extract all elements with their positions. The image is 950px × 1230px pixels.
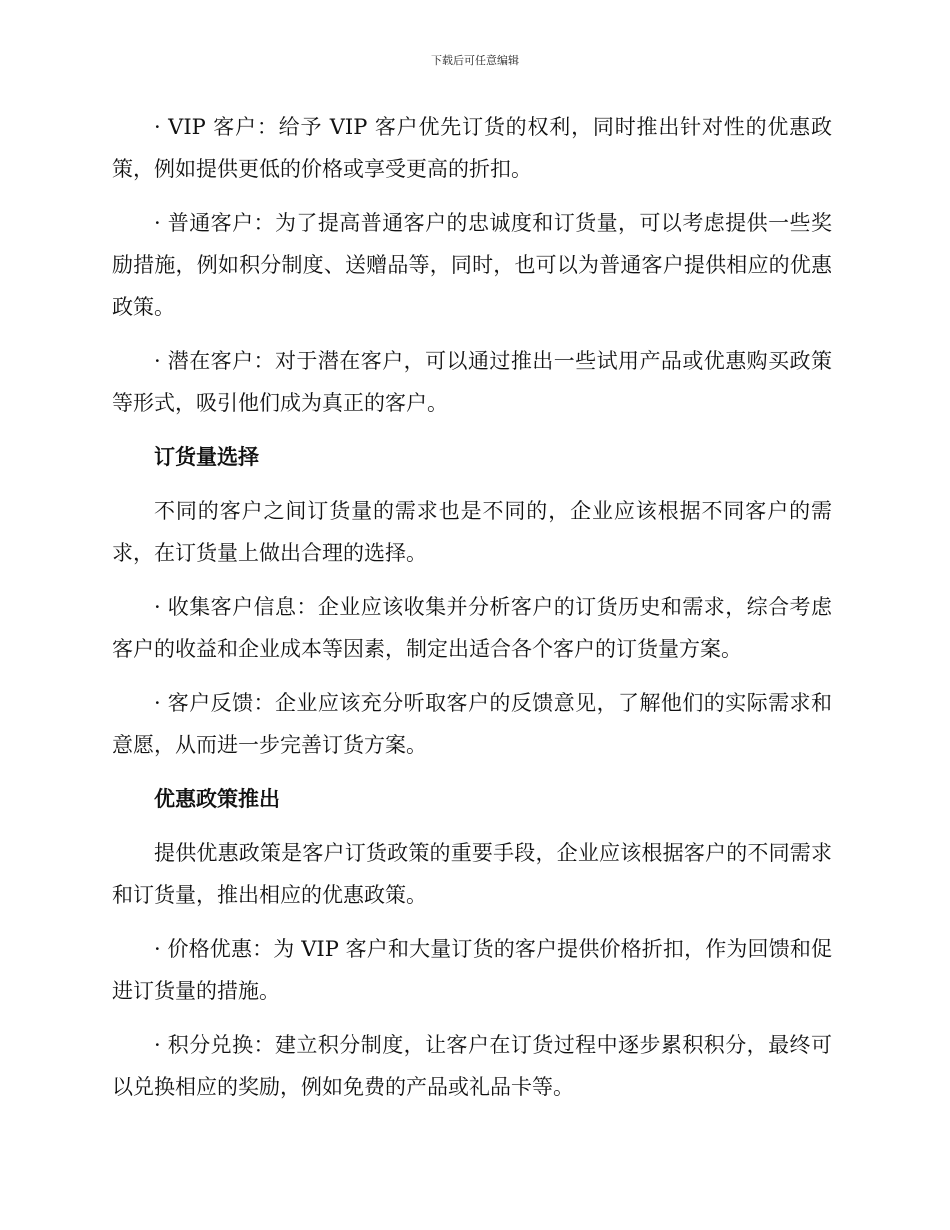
paragraph-points-redemption: · 积分兑换：建立积分制度，让客户在订货过程中逐步累积积分，最终可以兑换相应的奖励，例如免费的产品或礼品卡等。 [112, 1033, 832, 1099]
section-heading-order-quantity: 订货量选择 [154, 444, 259, 469]
paragraph-order-quantity-intro: 不同的客户之间订货量的需求也是不同的，企业应该根据不同客户的需求，在订货量上做出合理的选择。 [112, 499, 832, 565]
section-heading-discount-policy: 优惠政策推出 [154, 786, 280, 811]
paragraph-collect-customer-info: · 收集客户信息：企业应该收集并分析客户的订货历史和需求，综合考虑客户的收益和企业成本等因素，制定出适合各个客户的订货量方案。 [112, 595, 832, 661]
paragraph-vip-customer: · VIP 客户：给予 VIP 客户优先订货的权利，同时推出针对性的优惠政策，例如提供更低的价格或享受更高的折扣。 [112, 115, 832, 181]
paragraph-price-discount: · 价格优惠：为 VIP 客户和大量订货的客户提供价格折扣，作为回馈和促进订货量的措施。 [112, 937, 832, 1003]
page-header: 下载后可任意编辑 [431, 54, 519, 67]
paragraph-customer-feedback: · 客户反馈：企业应该充分听取客户的反馈意见，了解他们的实际需求和意愿，从而进一步完善订货方案。 [112, 691, 832, 757]
document-body [112, 106, 832, 1120]
paragraph-regular-customer: · 普通客户：为了提高普通客户的忠诚度和订货量，可以考虑提供一些奖励措施，例如积分制度、送赠品等，同时，也可以为普通客户提供相应的优惠政策。 [112, 211, 832, 319]
paragraph-potential-customer: · 潜在客户：对于潜在客户，可以通过推出一些试用产品或优惠购买政策等形式，吸引他们成为真正的客户。 [112, 349, 832, 415]
paragraph-discount-policy-intro: 提供优惠政策是客户订货政策的重要手段，企业应该根据客户的不同需求和订货量，推出相应的优惠政策。 [112, 841, 832, 907]
